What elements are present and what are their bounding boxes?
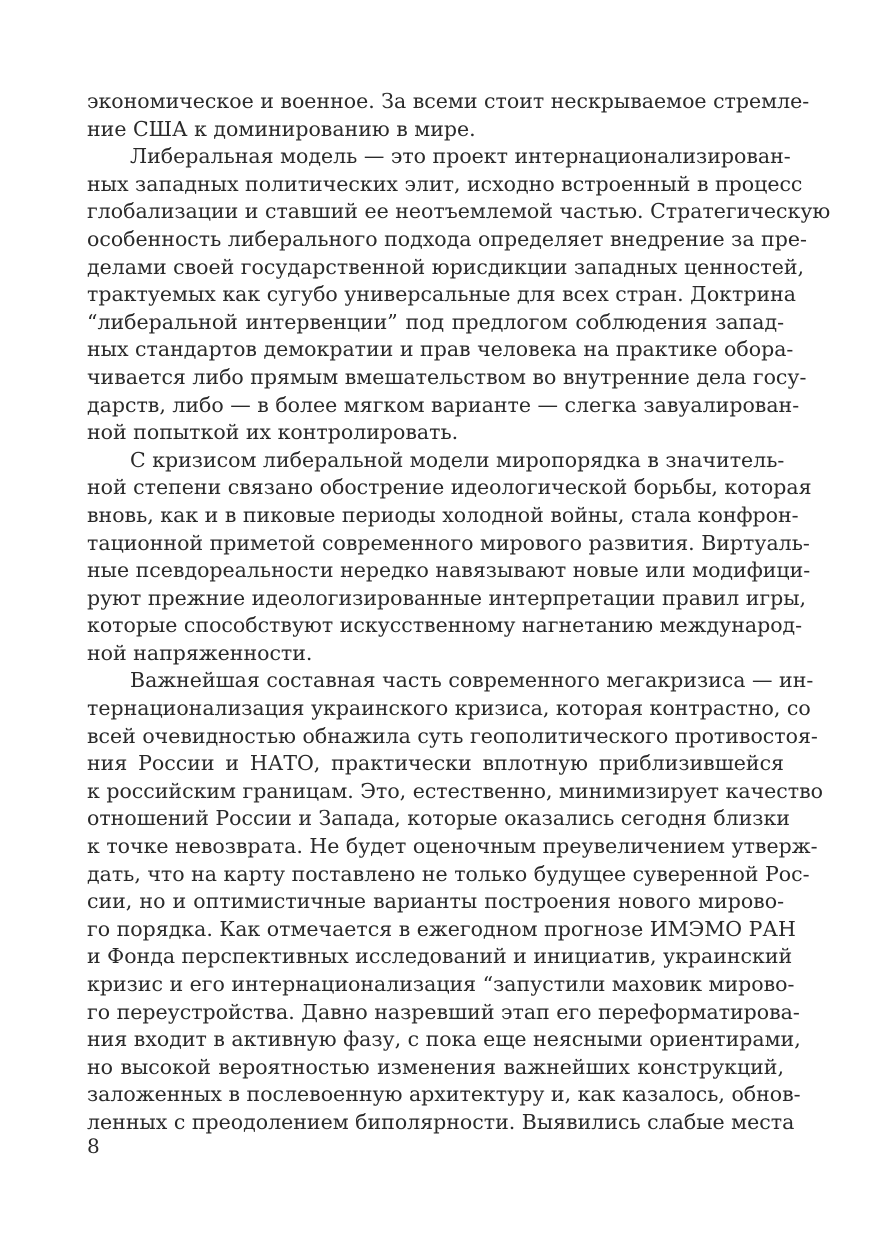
text-line: руют прежние идеологизированные интерпретации правил игры, [87,585,807,610]
paragraph [87,88,810,143]
text-line: ных западных политических элит, исходно встроенный в процесс [87,171,803,196]
body-text [87,88,831,1137]
paragraph [87,667,823,1136]
text-line: ленных с преодолением биполярности. Выявились слабые места [87,1109,795,1134]
text-line: Важнейшая составная часть современного мегакризиса — ин- [130,668,814,693]
text-line: ных стандартов демократии и прав человека на практике обора- [87,337,794,362]
text-line: чивается либо прямым вмешательством во внутренние дела госу- [87,364,807,389]
text-line: и Фонда перспективных исследований и инициатив, украинский [87,944,793,969]
text-line: го порядка. Как отмечается в ежегодном прогнозе ИМЭМО РАН [87,916,796,941]
text-line: ной попыткой их контролировать. [87,420,459,445]
paragraph [87,447,812,668]
text-line: ные псевдореальности нередко навязывают новые или модифици- [87,558,811,583]
text-line: ной степени связано обострение идеологической борьбы, которая [87,475,812,500]
text-line: ния России и НАТО, практически вплотную приблизившейся [87,751,784,776]
text-line: вновь, как и в пиковые периоды холодной войны, стала конфрон- [87,502,799,527]
text-line: “либеральной интервенции” под предлогом соблюдения запад- [87,309,784,334]
text-line: Либеральная модель — это проект интернационализирован- [130,144,791,169]
text-line: дать, что на карту поставлено не только будущее суверенной Рос- [87,861,810,886]
text-line: ной напряженности. [87,640,313,665]
text-line: ние США к доминированию в мире. [87,116,476,141]
text-line: дарств, либо — в более мягком варианте — слегка завуалирован- [87,392,800,417]
text-line: делами своей государственной юрисдикции западных ценностей, [87,254,805,279]
text-line: тернационализация украинского кризиса, которая контрастно, со [87,696,811,721]
text-line: ния входит в активную фазу, с пока еще неясными ориентирами, [87,1027,801,1052]
text-line: го переустройства. Давно назревший этап его переформатирова- [87,999,800,1024]
paragraph [87,143,831,447]
page-number: 8 [87,1134,100,1158]
text-line: всей очевидностью обнажила суть геополитического противостоя- [87,723,818,748]
text-line: трактуемых как сугубо универсальные для всех стран. Доктрина [87,282,797,307]
text-line: особенность либерального подхода определяет внедрение за пре- [87,226,807,251]
text-line: экономическое и военное. За всеми стоит нескрываемое стремле- [87,89,810,113]
text-line: к точке невозврата. Не будет оценочным преувеличением утверж- [87,834,818,859]
text-line: С кризисом либеральной модели миропорядка в значитель- [130,447,785,472]
text-line: но высокой вероятностью изменения важнейших конструкций, [87,1054,784,1079]
text-line: глобализации и ставший ее неотъемлемой частью. Стратегическую [87,199,831,224]
text-line: тационной приметой современного мирового развития. Виртуаль- [87,530,810,555]
text-line: отношений России и Запада, которые оказались сегодня близки [87,806,790,831]
text-line: кризис и его интернационализация “запустили маховик мирово- [87,972,795,996]
text-line: к российским границам. Это, естественно, минимизирует качество [87,778,823,803]
text-line: которые способствуют искусственному нагнетанию международ- [87,613,803,638]
text-line: заложенных в послевоенную архитектуру и, как казалось, обнов- [87,1082,801,1107]
text-line: сии, но и оптимистичные варианты построения нового мирово- [87,889,784,914]
